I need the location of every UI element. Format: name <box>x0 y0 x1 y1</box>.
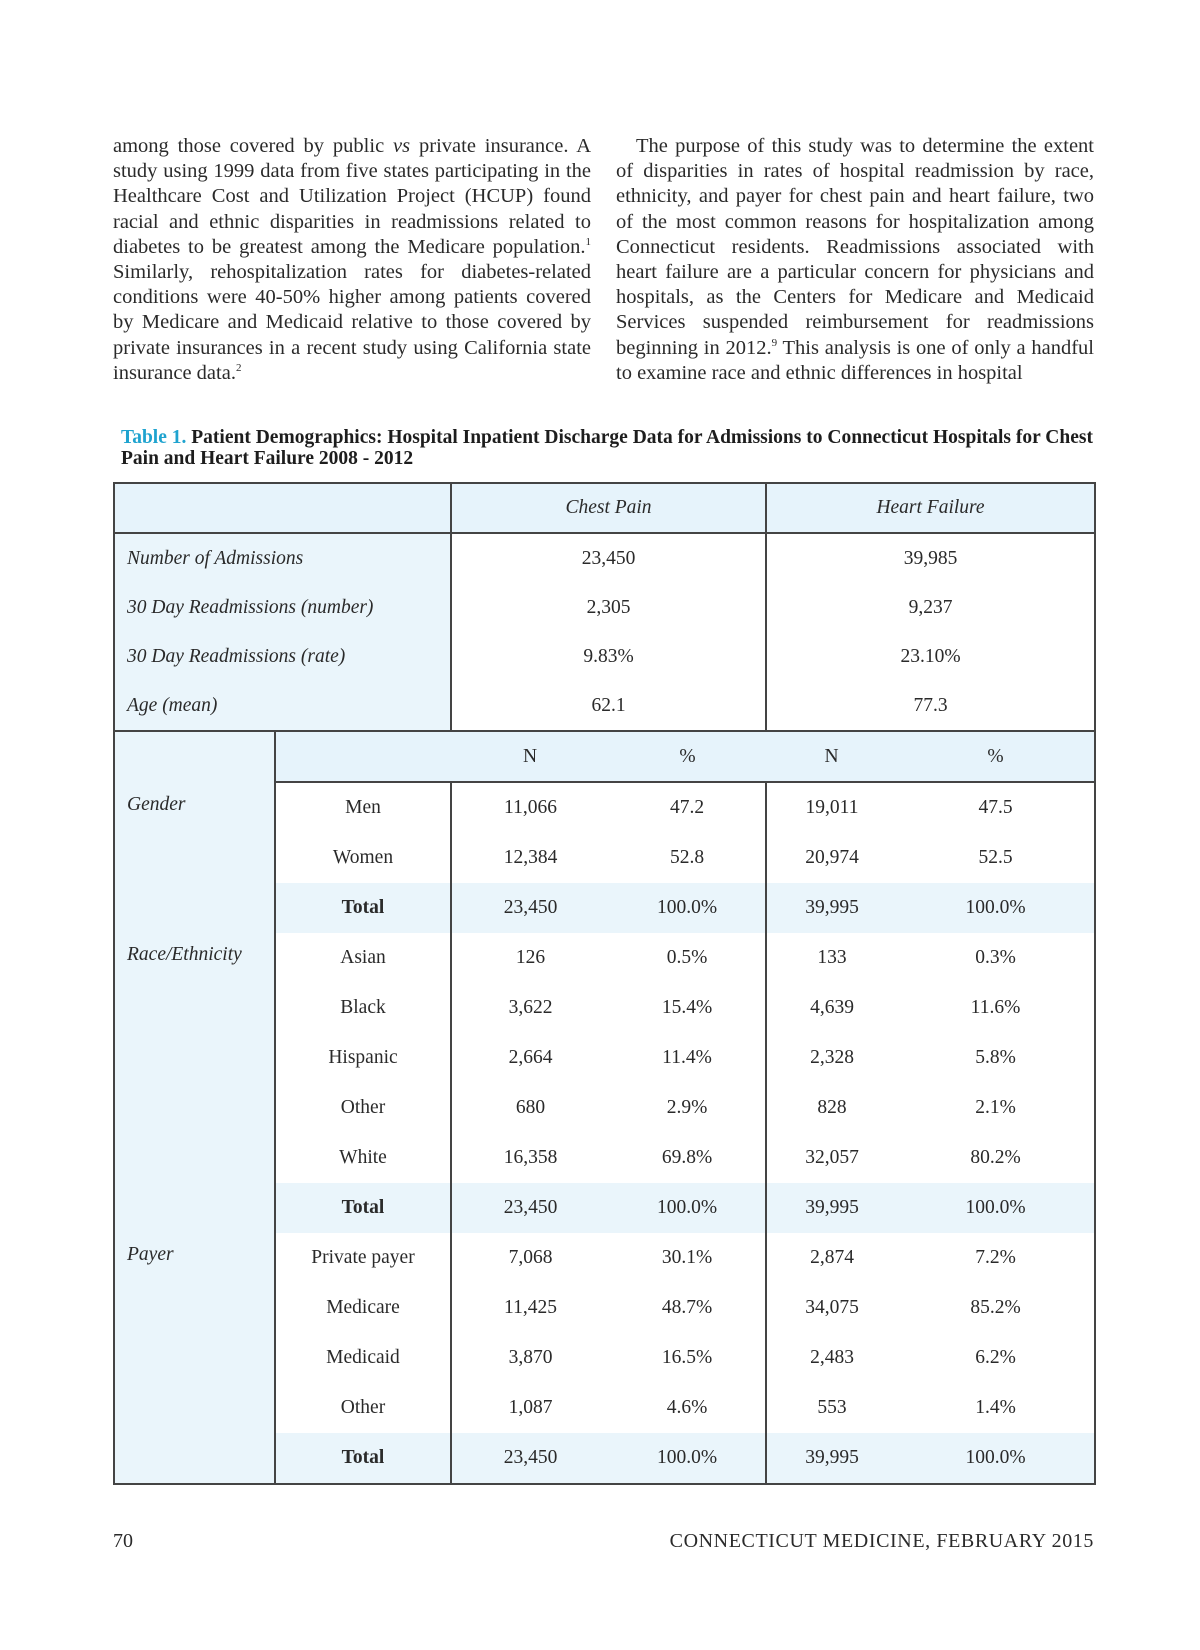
heart-failure-n: 553 <box>817 1397 847 1418</box>
heart-failure-percent: 5.8% <box>897 1033 1095 1083</box>
chest-pain-percent: 100.0% <box>609 1183 766 1233</box>
chest-pain-n: 1,087 <box>508 1397 553 1418</box>
heart-failure-n: 2,328 <box>810 1047 854 1068</box>
summary-heart-failure-value: 77.3 <box>766 681 1095 731</box>
summary-chest-pain-value: 62.1 <box>451 681 766 731</box>
subheader-blank <box>275 731 451 782</box>
section-label-race: Race/Ethnicity <box>127 944 242 965</box>
category-label: Medicaid <box>275 1333 451 1383</box>
table-caption <box>121 427 1101 469</box>
chest-pain-percent: 48.7% <box>609 1283 766 1333</box>
left-text-vs: vs <box>393 135 411 157</box>
heart-failure-percent: 85.2% <box>897 1283 1095 1333</box>
chest-pain-percent: 16.5% <box>609 1333 766 1383</box>
heart-failure-n: 2,483 <box>810 1347 854 1368</box>
heart-failure-percent: 6.2% <box>897 1333 1095 1383</box>
chest-pain-n: 7,068 <box>508 1247 553 1268</box>
heart-failure-percent: 100.0% <box>897 1433 1095 1484</box>
category-label: Asian <box>275 933 451 983</box>
reference-2[interactable]: 2 <box>235 362 242 374</box>
table-header-row <box>114 483 1095 533</box>
summary-row <box>114 583 1095 632</box>
journal-footer: CONNECTICUT MEDICINE, FEBRUARY 2015 <box>669 1530 1094 1552</box>
table-body <box>114 533 1095 1484</box>
section-label-payer: Payer <box>127 1244 174 1265</box>
heart-failure-n: 4,639 <box>810 997 854 1018</box>
summary-chest-pain-value: 23,450 <box>451 533 766 583</box>
heart-failure-n: 39,995 <box>766 1433 897 1484</box>
demographics-table <box>113 482 1096 1485</box>
heart-failure-n: 2,874 <box>810 1247 854 1268</box>
subheader-row <box>114 731 1095 782</box>
category-label: Private payer <box>275 1233 451 1283</box>
summary-label: Number of Admissions <box>114 533 451 583</box>
chest-pain-n: 16,358 <box>503 1147 558 1168</box>
chest-pain-percent: 2.9% <box>609 1083 766 1133</box>
category-label: Medicare <box>275 1283 451 1333</box>
header-heart-failure: Heart Failure <box>766 483 1095 533</box>
left-text-1: among those covered by public <box>113 135 394 157</box>
chest-pain-percent: 100.0% <box>609 1433 766 1484</box>
heart-failure-percent: 80.2% <box>897 1133 1095 1183</box>
summary-heart-failure-value: 9,237 <box>766 583 1095 632</box>
category-label: Women <box>275 833 451 883</box>
category-label: Other <box>275 1383 451 1433</box>
heart-failure-n: 133 <box>817 947 847 968</box>
chest-pain-percent: 4.6% <box>609 1383 766 1433</box>
chest-pain-n: 680 <box>515 1097 546 1118</box>
subheader-n: N <box>451 731 609 782</box>
chest-pain-n: 126 <box>515 947 546 968</box>
chest-pain-n: 23,450 <box>451 883 609 933</box>
chest-pain-n: 11,425 <box>504 1297 557 1318</box>
heart-failure-n: 20,974 <box>805 847 859 868</box>
summary-row <box>114 632 1095 681</box>
reference-1[interactable]: 1 <box>585 235 591 248</box>
category-label: Men <box>275 782 451 833</box>
chest-pain-percent: 52.8 <box>609 833 766 883</box>
table-caption-label: Table 1. <box>121 427 187 448</box>
page-number: 70 <box>113 1530 133 1552</box>
chest-pain-n: 3,870 <box>508 1347 553 1368</box>
chest-pain-n: 3,622 <box>508 997 553 1018</box>
heart-failure-n: 34,075 <box>805 1297 859 1318</box>
left-text-3: Similarly, rehospitalization rates for diabetes-related conditions were 40-50% higher among patients covered by Medicare and Medicaid relative to those covered by private insurances in a recent study using California state insurance data. <box>113 261 591 384</box>
heart-failure-n: 32,057 <box>805 1147 859 1168</box>
heart-failure-percent: 52.5 <box>897 833 1095 883</box>
heart-failure-percent: 0.3% <box>897 933 1095 983</box>
heart-failure-n: 39,995 <box>766 1183 897 1233</box>
right-text-1: The purpose of this study was to determine the extent of disparities in rates of hospital readmission by race, ethnicity, and payer for chest pain and heart failure, two of the most common reasons for hospitalization among Connecticut residents. Readmissions associated with heart failure are a particular concern for physicians and hospitals, as the Centers for Medicare and Medicaid Services suspended reimbursement for readmissions beginning in 2012. <box>616 135 1094 359</box>
right-column-text <box>616 134 1094 386</box>
chest-pain-n: 11,066 <box>504 797 557 818</box>
heart-failure-percent: 7.2% <box>897 1233 1095 1283</box>
table-caption-text: Patient Demographics: Hospital Inpatient Discharge Data for Admissions to Connecticut Hospitals for Chest Pain and Heart Failure 2008 - 2012 <box>121 427 1093 469</box>
heart-failure-n: 19,011 <box>805 797 859 818</box>
summary-label: 30 Day Readmissions (number) <box>114 583 451 632</box>
heart-failure-percent: 47.5 <box>897 782 1095 833</box>
heart-failure-percent: 2.1% <box>897 1083 1095 1133</box>
chest-pain-n: 2,664 <box>508 1047 553 1068</box>
subheader-percent: % <box>609 731 766 782</box>
category-label: Total <box>275 1183 451 1233</box>
summary-heart-failure-value: 23.10% <box>766 632 1095 681</box>
header-chest-pain: Chest Pain <box>451 483 766 533</box>
reference-9[interactable]: 9 <box>771 336 778 349</box>
heart-failure-percent: 100.0% <box>897 883 1095 933</box>
chest-pain-n: 23,450 <box>451 1433 609 1484</box>
heart-failure-n: 828 <box>817 1097 847 1118</box>
chest-pain-percent: 30.1% <box>609 1233 766 1283</box>
chest-pain-percent: 0.5% <box>609 933 766 983</box>
right-text-2: This analysis is one of only a handful to examine race and ethnic differences in hospital <box>616 336 1094 384</box>
summary-chest-pain-value: 9.83% <box>451 632 766 681</box>
heart-failure-percent: 11.6% <box>897 983 1095 1033</box>
heart-failure-percent: 100.0% <box>897 1183 1095 1233</box>
chest-pain-percent: 15.4% <box>609 983 766 1033</box>
summary-heart-failure-value: 39,985 <box>766 533 1095 583</box>
subheader-percent: % <box>897 731 1095 782</box>
category-label: White <box>275 1133 451 1183</box>
summary-chest-pain-value: 2,305 <box>451 583 766 632</box>
category-label: Total <box>275 883 451 933</box>
category-label: Total <box>275 1433 451 1484</box>
chest-pain-n: 23,450 <box>451 1183 609 1233</box>
subheader-n: N <box>766 731 897 782</box>
chest-pain-n: 12,384 <box>503 847 558 868</box>
heart-failure-n: 39,995 <box>766 883 897 933</box>
section-labels-column <box>114 731 275 1484</box>
chest-pain-percent: 69.8% <box>609 1133 766 1183</box>
chest-pain-percent: 11.4% <box>609 1033 766 1083</box>
heart-failure-percent: 1.4% <box>897 1383 1095 1433</box>
category-label: Hispanic <box>275 1033 451 1083</box>
section-label-gender: Gender <box>127 794 186 815</box>
summary-label: Age (mean) <box>114 681 451 731</box>
chest-pain-percent: 47.2 <box>609 782 766 833</box>
left-column-text <box>113 134 591 386</box>
chest-pain-percent: 100.0% <box>609 883 766 933</box>
left-text-2: private insurance. A study using 1999 data from five states participating in the Healthcare Cost and Utilization Project (HCUP) found racial and ethnic disparities in readmissions related to diabetes to be greatest among the Medicare population. <box>113 135 591 258</box>
summary-label: 30 Day Readmissions (rate) <box>114 632 451 681</box>
summary-row <box>114 681 1095 731</box>
header-blank-cell <box>114 483 451 533</box>
category-label: Other <box>275 1083 451 1133</box>
summary-row <box>114 533 1095 583</box>
category-label: Black <box>275 983 451 1033</box>
